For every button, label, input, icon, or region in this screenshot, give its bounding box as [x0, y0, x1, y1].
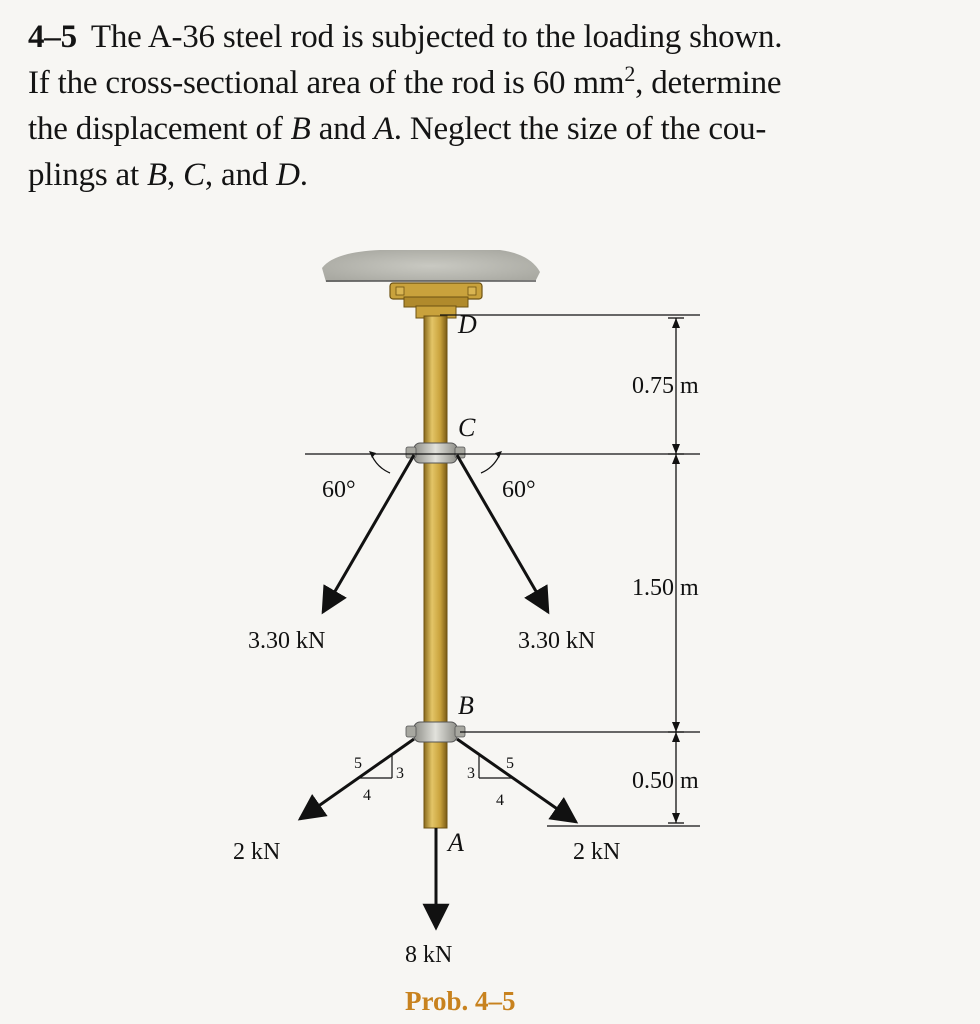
steel-rod	[424, 316, 447, 828]
problem-number: 4–5	[28, 19, 77, 55]
angle-label-left: 60°	[322, 477, 356, 503]
slope-label-left-rise: 3	[396, 765, 404, 782]
point-label-C: C	[458, 413, 476, 442]
force-label-B-left: 2 kN	[233, 839, 281, 865]
slope-label-left-hyp: 5	[354, 755, 362, 772]
point-label-A: A	[448, 828, 464, 857]
problem-line-2: If the cross-sectional area of the rod is 60 $mm^2$, determine	[28, 61, 782, 101]
slope-label-right-rise: 3	[467, 765, 475, 782]
angle-arc-left	[372, 456, 390, 473]
problem-line-1: 4–5 The A-36 steel rod is subjected to the loading shown.	[28, 19, 783, 55]
coupling-B	[406, 722, 465, 742]
point-label-B: B	[458, 691, 474, 720]
point-label-D: D	[458, 310, 477, 339]
slope-label-right-run: 4	[496, 792, 504, 809]
dimension-label-CB: 1.50 m	[632, 575, 699, 601]
ceiling-support	[322, 250, 540, 282]
figure-caption: Prob. 4–5	[405, 986, 516, 1016]
problem-line-4: plings at B, C, and D.	[28, 157, 308, 193]
dimension-label-BA: 0.50 m	[632, 768, 699, 794]
coupling-C	[406, 443, 465, 463]
angle-arc-right	[481, 456, 499, 473]
dimension-label-DC: 0.75 m	[632, 373, 699, 399]
force-label-B-right: 2 kN	[573, 839, 621, 865]
slope-label-left-run: 4	[363, 787, 371, 804]
force-label-C-right: 3.30 kN	[518, 628, 596, 654]
angle-label-right: 60°	[502, 477, 536, 503]
force-label-A: 8 kN	[405, 942, 453, 968]
problem-line-3: the displacement of B and A. Neglect the size of the cou-	[28, 111, 767, 147]
force-label-C-left: 3.30 kN	[248, 628, 326, 654]
slope-label-right-hyp: 5	[506, 755, 514, 772]
